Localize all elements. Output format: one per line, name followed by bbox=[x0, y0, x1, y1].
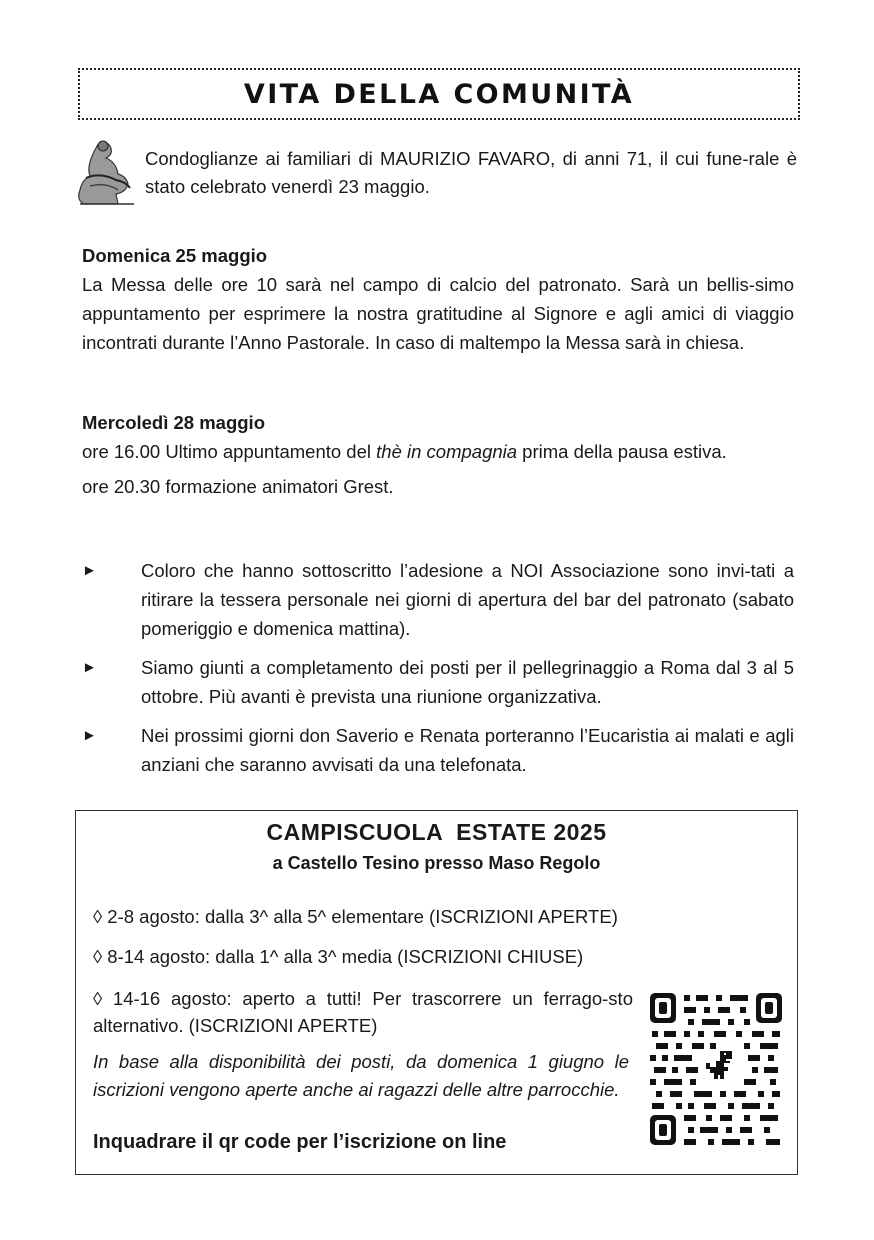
sunday-heading: Domenica 25 maggio bbox=[82, 245, 268, 266]
list-item-text: Siamo giunti a completamento dei posti per il pellegrinaggio a Roma dal 3 al 5 ottobre. Più avanti è prevista una riunione organizzativa. bbox=[141, 657, 794, 707]
list-item-text: Nei prossimi giorni don Saverio e Renata porteranno l’Eucaristia ai malati e agli anziani che saranno avvisati da una telefonata. bbox=[141, 725, 794, 775]
pieta-illustration-icon bbox=[76, 134, 138, 210]
list-item bbox=[82, 721, 794, 779]
arrow-icon: ► bbox=[82, 562, 97, 579]
camp-item: ◊ 8-14 agosto: dalla 1^ alla 3^ media (ISCRIZIONI CHIUSE) bbox=[93, 946, 584, 967]
camp-cta: Inquadrare il qr code per l’iscrizione on line bbox=[93, 1131, 507, 1153]
camp-item: ◊ 14-16 agosto: aperto a tutti! Per trascorrere un ferrago-sto alternativo. (ISCRIZIONI APERTE) bbox=[93, 988, 633, 1036]
list-item bbox=[82, 556, 794, 643]
wednesday-heading: Mercoledì 28 maggio bbox=[82, 412, 265, 433]
wednesday-line1-italic: thè in compagnia bbox=[376, 441, 518, 462]
wednesday-section bbox=[82, 408, 794, 501]
arrow-icon: ► bbox=[82, 659, 97, 676]
condolence-text: Condoglianze ai familiari di MAURIZIO FAVARO, di anni 71, il cui fune-rale è stato celebrato venerdì 23 maggio. bbox=[145, 148, 797, 197]
camp-note: In base alla disponibilità dei posti, da domenica 1 giugno le iscrizioni vengono aperte anche ai ragazzi delle altre parrocchie. bbox=[93, 1051, 629, 1100]
list-item-text: Coloro che hanno sottoscritto l’adesione a NOI Associazione sono invi-tati a ritirare la tessera personale nei giorni di apertura del bar del patronato (sabato pomeriggio e domenica mattina). bbox=[141, 560, 794, 639]
qr-code-icon[interactable] bbox=[648, 991, 784, 1147]
camp-title: CAMPISCUOLA ESTATE 2025 bbox=[266, 819, 607, 845]
wednesday-line2: ore 20.30 formazione animatori Grest. bbox=[82, 476, 394, 497]
wednesday-line1-start: ore 16.00 Ultimo appuntamento del bbox=[82, 441, 377, 462]
sunday-section bbox=[82, 241, 794, 357]
camp-box bbox=[75, 810, 798, 1175]
notice-list bbox=[82, 556, 794, 789]
page-title: VITA DELLA COMUNITÀ bbox=[243, 78, 635, 110]
wednesday-line1-end: prima della pausa estiva. bbox=[517, 441, 727, 462]
sunday-text: La Messa delle ore 10 sarà nel campo di calcio del patronato. Sarà un bellis-simo appuntamento per esprimere la nostra gratitudine al Signore e agli amici di viaggio incontrati durante l’Anno Pastorale. In caso di maltempo la Messa sarà in chiesa. bbox=[82, 274, 794, 353]
camp-subtitle: a Castello Tesino presso Maso Regolo bbox=[272, 853, 601, 873]
camp-item: ◊ 2-8 agosto: dalla 3^ alla 5^ elementare (ISCRIZIONI APERTE) bbox=[93, 906, 618, 927]
wednesday-line1 bbox=[82, 437, 794, 466]
page-title-box bbox=[78, 68, 800, 120]
list-item bbox=[82, 653, 794, 711]
arrow-icon: ► bbox=[82, 727, 97, 744]
